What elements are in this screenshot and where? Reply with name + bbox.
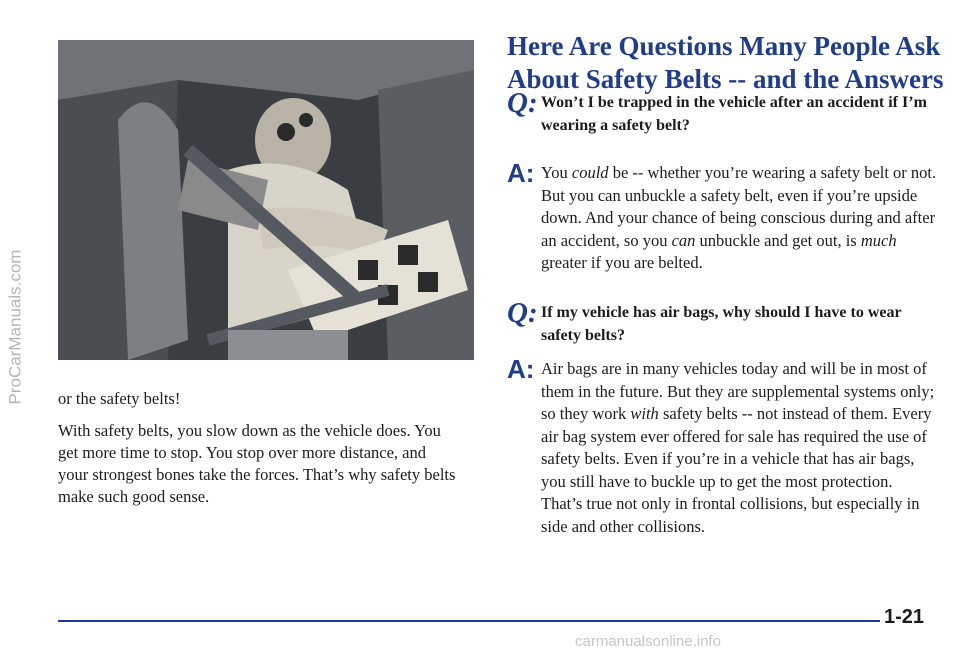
question-marker: Q:: [507, 87, 538, 119]
answer-1-text: You could be -- whether you’re wearing a safety belt or not. But you can unbuckle a safety belt, even if you’re upside down. And your chance of being conscious during and after an accident, so you can unbuckle and get out, is much greater if you are belted.: [541, 163, 937, 272]
watermark-bottom: carmanualsonline.info: [575, 633, 721, 650]
watermark-side-text: ProCarManuals.com: [5, 249, 25, 404]
crash-test-dummy-illustration: [58, 40, 474, 360]
safety-belt-paragraph: With safety belts, you slow down as the vehicle does. You get more time to stop. You stop over more distance, and your strongest bones take the forces. That’s why safety belts make such good sense.: [58, 421, 456, 506]
question-1-text: Won’t I be trapped in the vehicle after an accident if I’m wearing a safety belt?: [541, 94, 927, 134]
answer-1: [507, 160, 937, 275]
watermark-side: [0, 0, 30, 653]
footer-rule: [58, 620, 924, 622]
answer-2: [507, 356, 937, 538]
left-column-text: [58, 388, 458, 518]
question-2: [507, 297, 937, 347]
caption-text: or the safety belts!: [58, 389, 181, 408]
section-heading: Here Are Questions Many People Ask About Safety Belts -- and the Answers: [507, 31, 944, 94]
answer-2-text: Air bags are in many vehicles today and will be in most of them in the future. But they are supplemental systems only; so they work with safety belts -- not instead of them. Every air bag system ever offered for sale has required the use of safety belts. Even if you’re in a vehicle that has air bags, you still have to buckle up to get the most protection. That’s true not only in frontal collisions, but especially in side and other collisions.: [541, 359, 935, 536]
page-number: 1-21: [880, 606, 928, 629]
question-1: [507, 87, 937, 137]
crash-test-dummy-photo: [58, 40, 474, 360]
question-2-text: If my vehicle has air bags, why should I have to wear safety belts?: [541, 304, 902, 344]
answer-marker: A:: [507, 354, 535, 384]
answer-marker: A:: [507, 158, 535, 188]
question-marker: Q:: [507, 297, 538, 329]
